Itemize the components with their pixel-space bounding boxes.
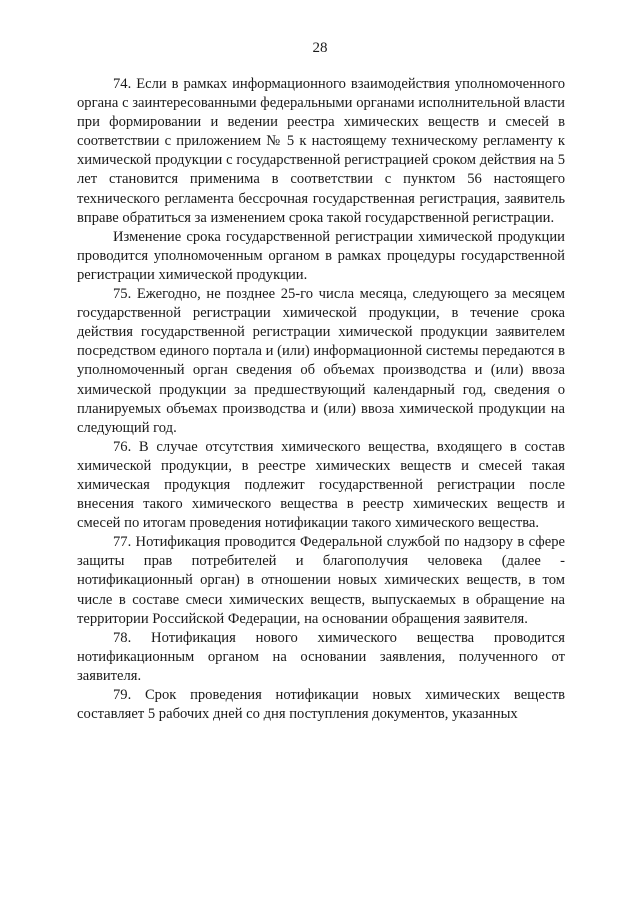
paragraph-74-continuation: Изменение срока государственной регистрации химической продукции проводится уполномоченным органом в рамках процедуры государственной регистрации химической продукции. — [77, 228, 565, 283]
paragraph-74: 74. Если в рамках информационного взаимодействия уполномоченного органа с заинтересованными федеральными органами исполнительной власти при формировании и ведении реестра химических веществ и смесей в соответствии с приложением № 5 к настоящему техническому регламенту к химической продукции с государственной регистрацией сроком действия на 5 лет становится применима в соответствии с пунктом 56 настоящего технического регламента бессрочная государственная регистрация, заявитель вправе обратиться за изменением срока такой государственной регистрации. — [77, 76, 565, 226]
paragraph-75: 75. Ежегодно, не позднее 25-го числа месяца, следующего за месяцем государственной регистрации химической продукции, в течение срока действия государственной регистрации химической продукции заявителем посредством единого портала и (или) информационной системы передаются в уполномоченный орган сведения об объемах производства и (или) ввоза химической продукции за предшествующий календарный год, сведения о планируемых объемах производства и (или) ввоза химической продукции на следующий год. — [77, 286, 565, 436]
paragraph-78: 78. Нотификация нового химического вещества проводится нотификационным органом на основании заявления, полученного от заявителя. — [77, 629, 565, 684]
paragraph-76: 76. В случае отсутствия химического вещества, входящего в состав химической продукции, в реестре химических веществ и смесей такая химическая продукция подлежит государственной регистрации после внесения такого химического вещества в реестр химических веществ и смесей по итогам проведения нотификации такого химического вещества. — [77, 438, 565, 532]
document-body — [77, 75, 565, 724]
page-number: 28 — [312, 40, 328, 56]
paragraph-79: 79. Срок проведения нотификации новых химических веществ составляет 5 рабочих дней со дня поступления документов, указанных — [77, 687, 565, 723]
paragraph-77: 77. Нотификация проводится Федеральной службой по надзору в сфере защиты прав потребителей и благополучия человека (далее - нотификационный орган) в отношении новых химических веществ, в том числе в составе смеси химических веществ, выпускаемых в обращение на территории Российской Федерации, на основании обращения заявителя. — [77, 534, 565, 627]
